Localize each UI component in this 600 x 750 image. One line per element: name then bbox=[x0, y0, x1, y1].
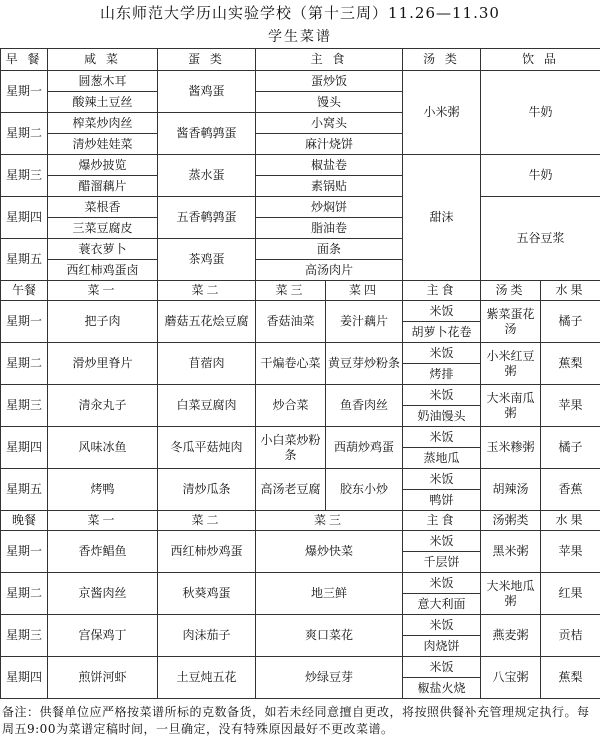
staple-cell: 胡萝卜花卷 bbox=[403, 322, 481, 343]
staple-cell: 奶油馒头 bbox=[403, 406, 481, 427]
dish-cell: 炒合菜 bbox=[256, 385, 326, 427]
dish-cell: 宫保鸡丁 bbox=[48, 615, 158, 657]
soup-cell: 玉米糁粥 bbox=[481, 427, 541, 469]
dish-cell: 胶东小炒 bbox=[326, 469, 403, 511]
egg-cell: 蒸水蛋 bbox=[158, 155, 256, 197]
page-subtitle: 学生菜谱 bbox=[268, 29, 332, 45]
staple-cell: 米饭 bbox=[403, 427, 481, 448]
pickle-cell: 西红柿鸡蛋卤 bbox=[48, 260, 158, 281]
table-row bbox=[1, 615, 600, 636]
header-dish-4: 菜四 bbox=[326, 281, 403, 301]
soup-cell: 燕麦粥 bbox=[481, 615, 541, 657]
fruit-cell: 苹果 bbox=[541, 531, 600, 573]
dish-cell: 爽口菜花 bbox=[256, 615, 403, 657]
day-label: 星期一 bbox=[1, 301, 48, 343]
staple-cell: 椒盐卷 bbox=[256, 155, 403, 176]
staple-cell: 肉烧饼 bbox=[403, 636, 481, 657]
dish-cell: 煎饼河虾 bbox=[48, 657, 158, 699]
table-row bbox=[1, 427, 600, 448]
table-row bbox=[1, 301, 600, 322]
header-soup: 汤类 bbox=[481, 281, 541, 301]
dish-cell: 高汤老豆腐 bbox=[256, 469, 326, 511]
egg-cell: 酱鸡蛋 bbox=[158, 71, 256, 113]
staple-cell: 米饭 bbox=[403, 657, 481, 678]
soup-cell: 胡辣汤 bbox=[481, 469, 541, 511]
lunch-label: 午餐 bbox=[1, 281, 48, 301]
staple-cell: 米饭 bbox=[403, 469, 481, 490]
soup-cell: 八宝粥 bbox=[481, 657, 541, 699]
staple-cell: 馒头 bbox=[256, 92, 403, 113]
fruit-cell: 橘子 bbox=[541, 301, 600, 343]
dish-cell: 鱼香肉丝 bbox=[326, 385, 403, 427]
table-row bbox=[1, 385, 600, 406]
dish-cell: 滑炒里脊片 bbox=[48, 343, 158, 385]
staple-cell: 小窝头 bbox=[256, 113, 403, 134]
header-egg: 蛋 类 bbox=[158, 49, 256, 71]
staple-cell: 米饭 bbox=[403, 531, 481, 552]
dish-cell: 干煸卷心菜 bbox=[256, 343, 326, 385]
day-label: 星期三 bbox=[1, 615, 48, 657]
staple-cell: 米饭 bbox=[403, 573, 481, 594]
dish-cell: 秋葵鸡蛋 bbox=[158, 573, 256, 615]
dish-cell: 白菜豆腐肉 bbox=[158, 385, 256, 427]
soup-cell: 黑米粥 bbox=[481, 531, 541, 573]
day-label: 星期五 bbox=[1, 239, 48, 281]
page-title: 山东师范大学历山实验学校（第十三周）11.26—11.30 bbox=[100, 4, 500, 22]
staple-cell: 千层饼 bbox=[403, 552, 481, 573]
dinner-header-row bbox=[1, 511, 600, 531]
staple-cell: 米饭 bbox=[403, 385, 481, 406]
soup-cell: 大米南瓜粥 bbox=[481, 385, 541, 427]
dinner-label: 晚餐 bbox=[1, 511, 48, 531]
header-staple: 主 食 bbox=[256, 49, 403, 71]
staple-cell: 意大利面 bbox=[403, 594, 481, 615]
table-row bbox=[1, 71, 600, 92]
lunch-table bbox=[0, 280, 600, 511]
dinner-table bbox=[0, 510, 600, 699]
egg-cell: 五香鹌鹑蛋 bbox=[158, 197, 256, 239]
breakfast-header-row bbox=[1, 49, 600, 71]
fruit-cell: 橘子 bbox=[541, 427, 600, 469]
dish-cell: 爆炒快菜 bbox=[256, 531, 403, 573]
table-row bbox=[1, 343, 600, 364]
header-dish-1: 菜一 bbox=[48, 281, 158, 301]
dish-cell: 炒绿豆芽 bbox=[256, 657, 403, 699]
dish-cell: 苜蓿肉 bbox=[158, 343, 256, 385]
dish-cell: 京酱肉丝 bbox=[48, 573, 158, 615]
drink-cell: 五谷豆浆 bbox=[481, 197, 600, 281]
dish-cell: 把子肉 bbox=[48, 301, 158, 343]
staple-cell: 烤排 bbox=[403, 364, 481, 385]
header-fruit: 水果 bbox=[541, 511, 600, 531]
breakfast-table bbox=[0, 48, 600, 281]
staple-cell: 脂油卷 bbox=[256, 218, 403, 239]
soup-cell: 紫菜蛋花汤 bbox=[481, 301, 541, 343]
dish-cell: 香菇油菜 bbox=[256, 301, 326, 343]
staple-cell: 鸭饼 bbox=[403, 490, 481, 511]
breakfast-label: 早 餐 bbox=[1, 49, 48, 71]
dish-cell: 小白菜炒粉条 bbox=[256, 427, 326, 469]
fruit-cell: 红果 bbox=[541, 573, 600, 615]
staple-cell: 米饭 bbox=[403, 301, 481, 322]
dish-cell: 清炒瓜条 bbox=[158, 469, 256, 511]
fruit-cell: 香蕉 bbox=[541, 469, 600, 511]
header-dish-2: 菜二 bbox=[158, 281, 256, 301]
egg-cell: 酱香鹌鹑蛋 bbox=[158, 113, 256, 155]
day-label: 星期五 bbox=[1, 469, 48, 511]
header-dish-2: 菜二 bbox=[158, 511, 256, 531]
header-dish-1: 菜一 bbox=[48, 511, 158, 531]
pickle-cell: 榨菜炒肉丝 bbox=[48, 113, 158, 134]
staple-cell: 米饭 bbox=[403, 343, 481, 364]
dish-cell: 冬瓜平菇炖肉 bbox=[158, 427, 256, 469]
header-veg: 咸 菜 bbox=[48, 49, 158, 71]
table-row bbox=[1, 469, 600, 490]
dish-cell: 黄豆芽炒粉条 bbox=[326, 343, 403, 385]
header-staple: 主食 bbox=[403, 281, 481, 301]
header-drink: 饮 品 bbox=[481, 49, 600, 71]
dish-cell: 地三鲜 bbox=[256, 573, 403, 615]
dish-cell: 清汆丸子 bbox=[48, 385, 158, 427]
header-staple: 主食 bbox=[403, 511, 481, 531]
fruit-cell: 蕉梨 bbox=[541, 657, 600, 699]
pickle-cell: 三菜豆腐皮 bbox=[48, 218, 158, 239]
dish-cell: 肉沫茄子 bbox=[158, 615, 256, 657]
staple-cell: 米饭 bbox=[403, 615, 481, 636]
day-label: 星期三 bbox=[1, 385, 48, 427]
soup-cell: 小米红豆粥 bbox=[481, 343, 541, 385]
day-label: 星期一 bbox=[1, 71, 48, 113]
day-label: 星期二 bbox=[1, 113, 48, 155]
day-label: 星期四 bbox=[1, 657, 48, 699]
table-row bbox=[1, 573, 600, 594]
day-label: 星期三 bbox=[1, 155, 48, 197]
day-label: 星期二 bbox=[1, 573, 48, 615]
day-label: 星期四 bbox=[1, 427, 48, 469]
soup-cell: 甜沫 bbox=[403, 155, 481, 281]
soup-cell: 小米粥 bbox=[403, 71, 481, 155]
staple-cell: 蛋炒饭 bbox=[256, 71, 403, 92]
drink-cell: 牛奶 bbox=[481, 155, 600, 197]
dish-cell: 西红柿炒鸡蛋 bbox=[158, 531, 256, 573]
pickle-cell: 菜根香 bbox=[48, 197, 158, 218]
drink-cell: 牛奶 bbox=[481, 71, 600, 155]
header-soup: 汤 类 bbox=[403, 49, 481, 71]
egg-cell: 茶鸡蛋 bbox=[158, 239, 256, 281]
day-label: 星期二 bbox=[1, 343, 48, 385]
staple-cell: 麻汁烧饼 bbox=[256, 134, 403, 155]
table-row bbox=[1, 657, 600, 678]
pickle-cell: 圆葱木耳 bbox=[48, 71, 158, 92]
footnote: 备注：供餐单位应严格按菜谱所标的克数备货，如若未经同意擅自更改，将按照供餐补充管理规定执行。每周五9:00为菜谱定稿时间，一旦确定，没有特殊原因最好不更改菜谱。 bbox=[2, 705, 590, 736]
day-label: 星期四 bbox=[1, 197, 48, 239]
staple-cell: 蒸地瓜 bbox=[403, 448, 481, 469]
dish-cell: 烤鸭 bbox=[48, 469, 158, 511]
lunch-header-row bbox=[1, 281, 600, 301]
dish-cell: 香炸鲳鱼 bbox=[48, 531, 158, 573]
fruit-cell: 贡桔 bbox=[541, 615, 600, 657]
pickle-cell: 酸辣土豆丝 bbox=[48, 92, 158, 113]
fruit-cell: 蕉梨 bbox=[541, 343, 600, 385]
soup-cell: 大米地瓜粥 bbox=[481, 573, 541, 615]
dish-cell: 风味冰鱼 bbox=[48, 427, 158, 469]
pickle-cell: 蓑衣萝卜 bbox=[48, 239, 158, 260]
table-row bbox=[1, 197, 600, 218]
header-dish-3: 菜三 bbox=[256, 511, 403, 531]
dish-cell: 土豆炖五花 bbox=[158, 657, 256, 699]
pickle-cell: 清炒娃娃菜 bbox=[48, 134, 158, 155]
staple-cell: 高汤肉片 bbox=[256, 260, 403, 281]
staple-cell: 炒焖饼 bbox=[256, 197, 403, 218]
staple-cell: 椒盐火烧 bbox=[403, 678, 481, 699]
fruit-cell: 苹果 bbox=[541, 385, 600, 427]
staple-cell: 面条 bbox=[256, 239, 403, 260]
day-label: 星期一 bbox=[1, 531, 48, 573]
table-row bbox=[1, 531, 600, 552]
header-dish-3: 菜三 bbox=[256, 281, 326, 301]
header-soup: 汤粥类 bbox=[481, 511, 541, 531]
pickle-cell: 醋溜藕片 bbox=[48, 176, 158, 197]
header-fruit: 水果 bbox=[541, 281, 600, 301]
dish-cell: 西葫炒鸡蛋 bbox=[326, 427, 403, 469]
table-row bbox=[1, 155, 600, 176]
staple-cell: 素锅贴 bbox=[256, 176, 403, 197]
pickle-cell: 爆炒披览 bbox=[48, 155, 158, 176]
dish-cell: 蘑菇五花烩豆腐 bbox=[158, 301, 256, 343]
dish-cell: 姜汁藕片 bbox=[326, 301, 403, 343]
